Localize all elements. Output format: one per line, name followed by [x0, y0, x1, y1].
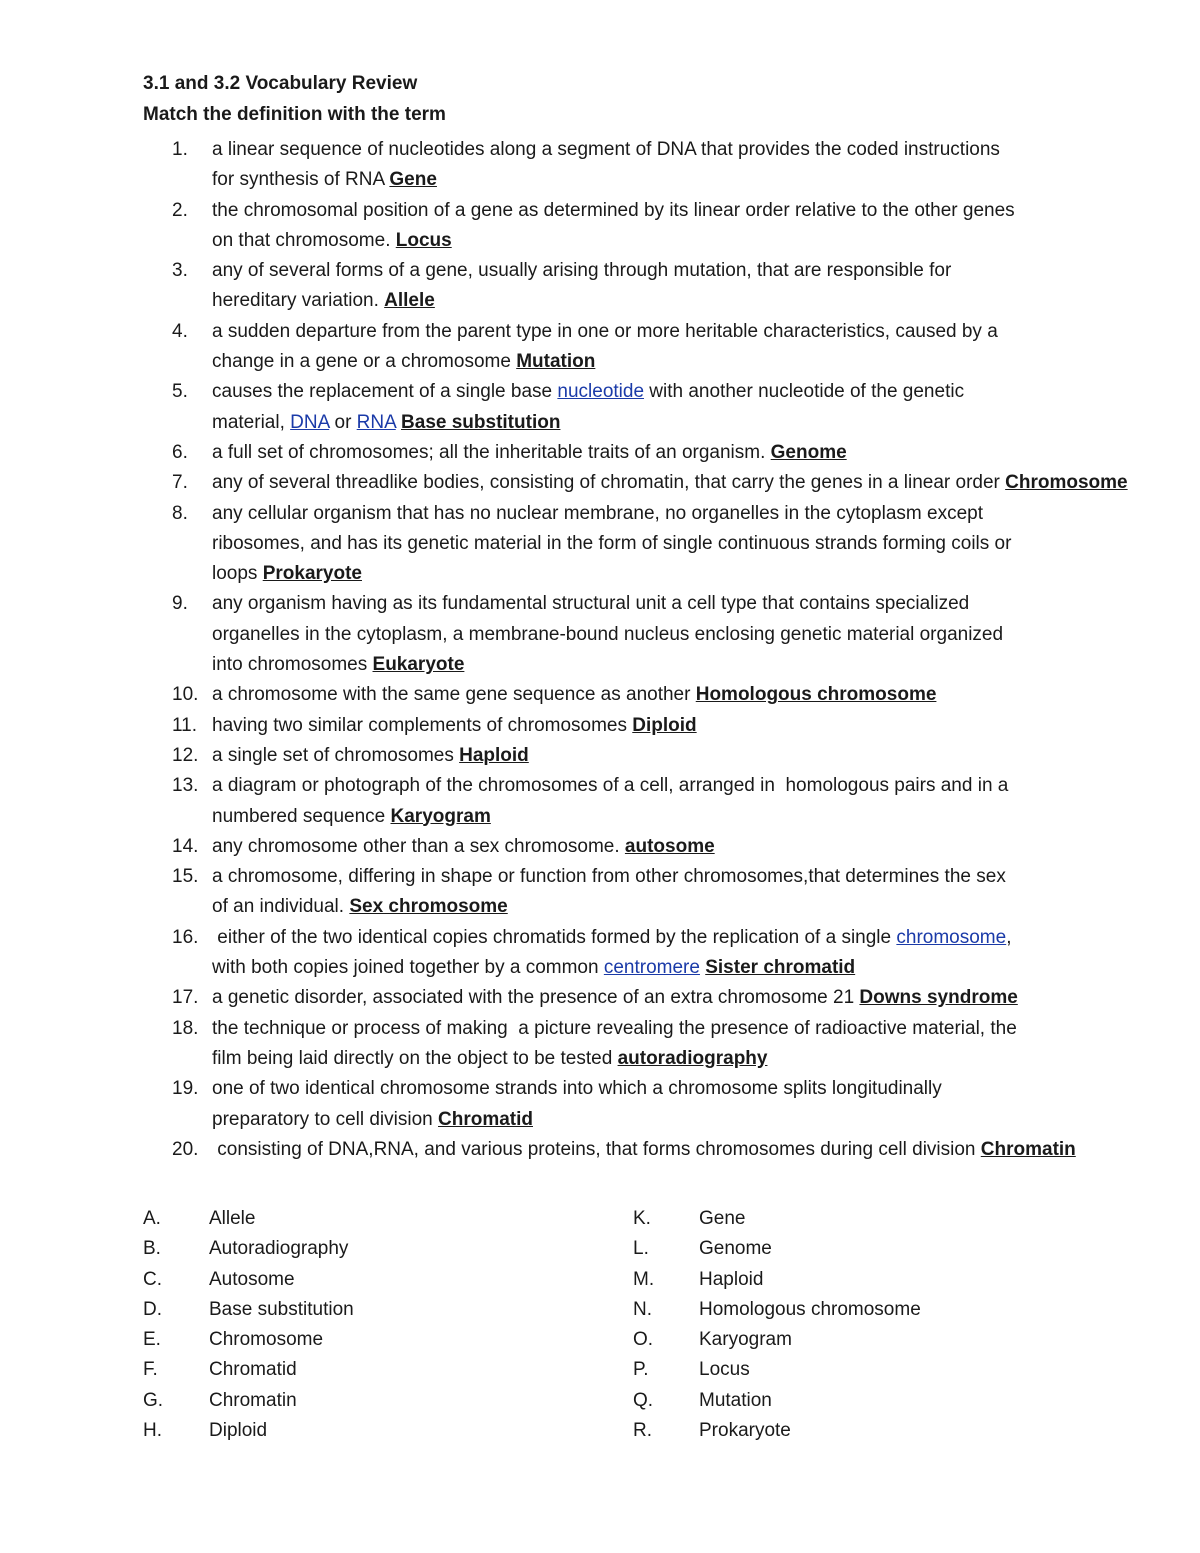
definition-text: ribosomes, and has its genetic material in the form of single continuous strands forming coils or	[212, 532, 1012, 554]
definition-item	[0, 468, 1200, 498]
term-name: Haploid	[699, 1268, 764, 1290]
definition-text: material,	[212, 411, 291, 433]
definition-number: 17.	[172, 987, 199, 1009]
term-letter: B.	[143, 1238, 161, 1260]
definition-number: 10.	[172, 684, 199, 706]
term-bank-entry	[633, 1386, 921, 1416]
term-bank-right-column	[633, 1204, 921, 1446]
answer-term: Sex chromosome	[349, 896, 508, 918]
definition-text: a chromosome, differing in shape or function from other chromosomes,that determines the sex	[212, 866, 1006, 888]
definition-number: 18.	[172, 1017, 199, 1039]
term-letter: N.	[633, 1298, 652, 1320]
definition-line	[0, 286, 1200, 316]
definition-item	[0, 680, 1200, 710]
definition-item	[0, 771, 1200, 832]
term-letter: Q.	[633, 1389, 654, 1411]
term-name: Gene	[699, 1208, 746, 1229]
answer-term: Chromosome	[1005, 472, 1128, 494]
definition-text: organelles in the cytoplasm, a membrane-bound nucleus enclosing genetic material organized	[212, 623, 1004, 645]
definition-line	[0, 468, 1200, 498]
answer-term: Locus	[395, 229, 452, 251]
definition-line	[0, 1105, 1200, 1135]
definition-line	[0, 1014, 1200, 1044]
definition-line	[0, 802, 1200, 832]
definition-text: for synthesis of RNA	[212, 169, 390, 191]
definition-item	[0, 983, 1200, 1013]
term-bank-left-column	[143, 1204, 354, 1446]
answer-term: Mutation	[516, 351, 596, 373]
definition-line	[0, 1044, 1200, 1074]
definition-text: change in a gene or a chromosome	[212, 351, 517, 373]
term-name: Chromatin	[209, 1389, 297, 1411]
definition-text: into chromosomes	[212, 654, 373, 676]
definition-item	[0, 499, 1200, 590]
glossary-link[interactable]: DNA	[290, 411, 330, 433]
definition-line	[0, 650, 1200, 680]
term-name: Autoradiography	[209, 1238, 349, 1260]
term-bank-entry	[633, 1355, 921, 1385]
term-letter: H.	[143, 1420, 162, 1442]
term-bank-entry	[633, 1325, 921, 1355]
term-bank-entry	[143, 1295, 354, 1325]
definition-line	[0, 529, 1200, 559]
definition-item	[0, 589, 1200, 680]
definition-line	[0, 983, 1200, 1013]
answer-term: Diploid	[632, 714, 697, 736]
definition-line	[0, 771, 1200, 801]
definition-item	[0, 438, 1200, 468]
definition-text: any organism having as its fundamental structural unit a cell type that contains specialized	[212, 593, 970, 615]
term-letter: E.	[143, 1329, 161, 1351]
definition-number: 12.	[172, 744, 199, 766]
definition-text: numbered sequence	[212, 805, 391, 827]
definition-number: 4.	[172, 320, 188, 342]
definition-line	[0, 862, 1200, 892]
term-name: Chromatid	[209, 1359, 297, 1381]
term-letter: O.	[633, 1329, 654, 1351]
term-letter: D.	[143, 1298, 162, 1320]
term-letter: F.	[143, 1359, 158, 1381]
glossary-link[interactable]: chromosome	[896, 926, 1007, 948]
definition-item	[0, 377, 1200, 438]
definition-text: a genetic disorder, associated with the presence of an extra chromosome 21	[212, 987, 860, 1009]
answer-term: Chromatin	[980, 1138, 1076, 1160]
term-bank-entry	[633, 1204, 921, 1234]
term-name: Diploid	[209, 1420, 268, 1442]
term-name: Autosome	[209, 1268, 295, 1290]
definition-text: any chromosome other than a sex chromosome.	[212, 835, 625, 857]
term-letter: C.	[143, 1268, 162, 1290]
term-letter: K.	[633, 1208, 651, 1229]
definition-text: on that chromosome.	[212, 229, 396, 251]
term-letter: A.	[143, 1208, 161, 1229]
term-bank-entry	[143, 1386, 354, 1416]
term-name: Karyogram	[699, 1329, 792, 1351]
term-bank-entry	[143, 1325, 354, 1355]
definition-text: any cellular organism that has no nuclear membrane, no organelles in the cytoplasm except	[212, 502, 983, 524]
definition-line	[0, 680, 1200, 710]
definition-number: 16.	[172, 926, 199, 948]
definition-text: or	[329, 411, 357, 433]
definition-text: causes the replacement of a single base	[212, 381, 558, 403]
definition-text: one of two identical chromosome strands into which a chromosome splits longitudinally	[212, 1078, 942, 1100]
definition-line	[0, 1135, 1200, 1165]
term-name: Allele	[209, 1208, 256, 1229]
term-letter: R.	[633, 1420, 652, 1442]
definition-text: ,	[1006, 926, 1012, 948]
answer-term: Sister chromatid	[705, 957, 856, 979]
definition-number: 9.	[172, 593, 188, 615]
definition-text: any of several forms of a gene, usually arising through mutation, that are responsible for	[212, 260, 952, 282]
term-letter: M.	[633, 1268, 655, 1290]
definition-text: film being laid directly on the object to be tested	[212, 1047, 618, 1069]
term-bank-entry	[143, 1265, 354, 1295]
definition-item	[0, 256, 1200, 317]
definition-line	[0, 438, 1200, 468]
definition-item	[0, 862, 1200, 923]
answer-term: Base substitution	[401, 411, 561, 433]
definition-text: a linear sequence of nucleotides along a segment of DNA that provides the coded instructions	[212, 139, 1000, 160]
definition-number: 15.	[172, 866, 199, 888]
answer-term: autoradiography	[617, 1047, 768, 1069]
definition-text: either of the two identical copies chromatids formed by the replication of a single	[212, 926, 897, 948]
definition-number: 5.	[172, 381, 188, 403]
definition-item	[0, 196, 1200, 257]
answer-term: Eukaryote	[372, 654, 465, 676]
definition-line	[0, 620, 1200, 650]
definition-line	[0, 953, 1200, 983]
answer-term: autosome	[624, 835, 715, 857]
page-title: 3.1 and 3.2 Vocabulary Review	[143, 73, 418, 94]
definition-line	[0, 499, 1200, 529]
definition-number: 6.	[172, 441, 188, 463]
definition-line	[0, 226, 1200, 256]
definition-line	[0, 832, 1200, 862]
term-bank-entry	[143, 1416, 354, 1446]
definition-line	[0, 559, 1200, 589]
definition-line	[0, 589, 1200, 619]
definition-line	[0, 165, 1200, 195]
definition-text: having two similar complements of chromosomes	[212, 714, 633, 736]
answer-term: Allele	[384, 290, 435, 312]
definition-line	[0, 377, 1200, 407]
definition-item	[0, 711, 1200, 741]
definition-line	[0, 1074, 1200, 1104]
definition-item	[0, 1074, 1200, 1135]
definition-text: consisting of DNA,RNA, and various proteins, that forms chromosomes during cell division	[212, 1138, 981, 1160]
definition-text: the chromosomal position of a gene as determined by its linear order relative to the other genes	[212, 199, 1015, 221]
definition-number: 14.	[172, 835, 199, 857]
definition-item	[0, 1014, 1200, 1075]
answer-term: Chromatid	[438, 1108, 533, 1130]
answer-term: Genome	[770, 441, 847, 463]
term-name: Chromosome	[209, 1329, 324, 1351]
term-letter: P.	[633, 1359, 649, 1381]
answer-term: Karyogram	[390, 805, 491, 827]
term-name: Genome	[699, 1238, 772, 1260]
answer-term: Prokaryote	[262, 563, 362, 585]
definition-text: a sudden departure from the parent type in one or more heritable characteristics, caused by a	[212, 320, 998, 342]
definition-text: a chromosome with the same gene sequence as another	[212, 684, 696, 706]
definition-number: 1.	[172, 139, 188, 160]
definition-item	[0, 317, 1200, 378]
term-bank-entry	[633, 1416, 921, 1446]
term-letter: G.	[143, 1389, 164, 1411]
definition-number: 11.	[172, 714, 198, 736]
glossary-link[interactable]: RNA	[356, 411, 396, 433]
definition-line	[0, 741, 1200, 771]
definition-text: a single set of chromosomes	[212, 744, 460, 766]
definition-line	[0, 892, 1200, 922]
definition-item	[0, 923, 1200, 984]
answer-term: Gene	[389, 169, 437, 191]
definition-number: 13.	[172, 775, 199, 797]
definition-line	[0, 711, 1200, 741]
term-bank-entry	[143, 1355, 354, 1385]
term-bank-entry	[143, 1234, 354, 1264]
term-name: Homologous chromosome	[699, 1298, 921, 1320]
definition-text: a full set of chromosomes; all the inheritable traits of an organism.	[212, 441, 771, 463]
definition-line	[0, 196, 1200, 226]
definitions-list	[0, 135, 1200, 1165]
page-subtitle: Match the definition with the term	[143, 104, 446, 125]
definition-text: with another nucleotide of the genetic	[644, 381, 965, 403]
term-name: Prokaryote	[699, 1420, 791, 1442]
definition-line	[0, 923, 1200, 953]
definition-text: the technique or process of making a picture revealing the presence of radioactive material, the	[212, 1017, 1017, 1039]
definition-line	[0, 135, 1200, 165]
term-letter: L.	[633, 1238, 649, 1260]
term-bank-entry	[633, 1234, 921, 1264]
answer-term: Haploid	[459, 744, 529, 766]
term-name: Locus	[699, 1359, 750, 1381]
definition-line	[0, 317, 1200, 347]
definition-item	[0, 741, 1200, 771]
answer-term: Homologous chromosome	[695, 684, 937, 706]
term-name: Mutation	[699, 1389, 772, 1411]
definition-item	[0, 1135, 1200, 1165]
definition-item	[0, 135, 1200, 196]
definition-number: 8.	[172, 502, 188, 524]
answer-term: Downs syndrome	[859, 987, 1018, 1009]
definition-text: any of several threadlike bodies, consisting of chromatin, that carry the genes in a linear order	[212, 472, 1006, 494]
definition-number: 20.	[172, 1138, 199, 1160]
definition-line	[0, 347, 1200, 377]
term-bank-entry	[143, 1204, 354, 1234]
term-bank-entry	[633, 1295, 921, 1325]
definition-text: preparatory to cell division	[212, 1108, 438, 1130]
definition-item	[0, 832, 1200, 862]
definition-text: loops	[212, 563, 263, 585]
definition-text: of an individual.	[212, 896, 350, 918]
definition-text: hereditary variation.	[212, 290, 385, 312]
definition-line	[0, 256, 1200, 286]
glossary-link[interactable]: centromere	[603, 957, 700, 979]
definition-number: 2.	[172, 199, 188, 221]
definition-text: with both copies joined together by a common	[212, 957, 604, 979]
definition-line	[0, 408, 1200, 438]
term-name: Base substitution	[209, 1298, 354, 1320]
definition-number: 3.	[172, 260, 188, 282]
definition-text: a diagram or photograph of the chromosomes of a cell, arranged in homologous pairs and in a	[212, 775, 1009, 797]
definition-number: 7.	[172, 472, 188, 494]
definition-number: 19.	[172, 1078, 199, 1100]
glossary-link[interactable]: nucleotide	[557, 381, 645, 403]
term-bank-entry	[633, 1265, 921, 1295]
